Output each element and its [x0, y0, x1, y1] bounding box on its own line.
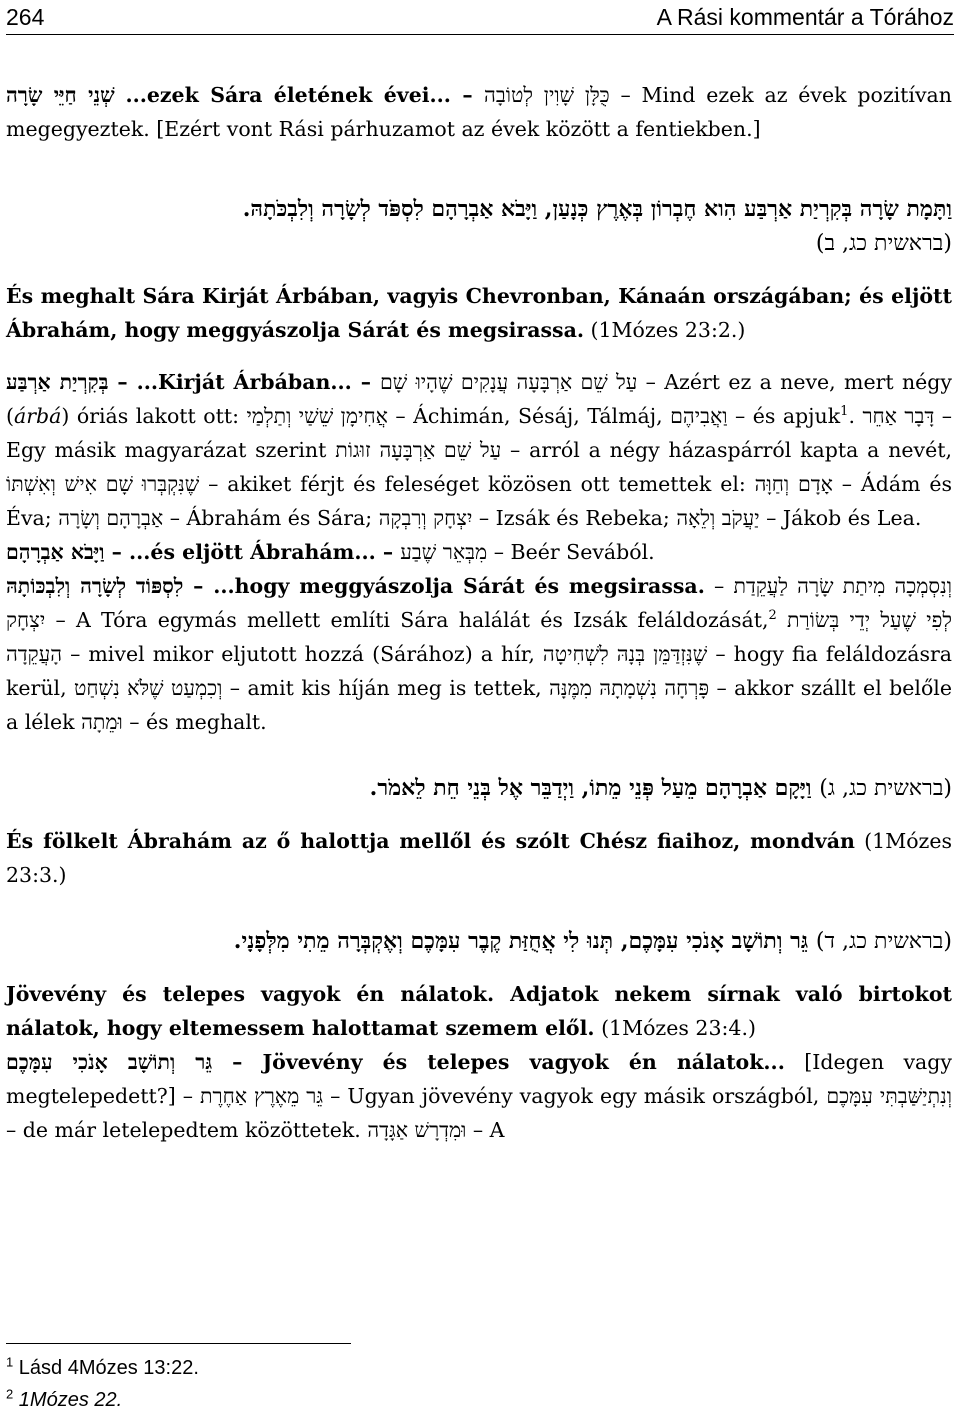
commentary-paragraph: בְּקִרְיַת אַרְבַּע – ...Kirját Árbában... – עַל שֵׁם אַרְבָּעָה עֲנָקִים שֶׁהָיוּ שָׁם – Azért ez a neve, mert négy (árbá) óriás lakott ott: אֲחִימָן שֵׁשַׁי וְתַלְמַי – Áchimán, Sésáj, Tálmáj, וַאֲבִיהֶם – és apjuk$^1$. דָּבָר אַחֵר – Egy másik magyarázat szerint עַל שֵׁם אַרְבָּעָה זוּגוֹת – arról a négy házaspárról kapta a nevét, שֶׁנִּקְבְּרוּ שָׁם אִישׁ וְאִשְׁתּוֹ – akiket férjt és feleséget közösen ott temettek el: אָדָם וְחַוָּה – Ádám és Éva; אַבְרָהָם וְשָׂרָה – Ábrahám és Sára; יִצְחָק וְרִבְקָה – Izsák és Rebeka; יַעֲקֹב וְלֵאָה – Jákob és Lea. — [6, 370, 953, 530]
lemma-translation: – ...hogy meggyászolja Sárát és megsirassa. — [183, 574, 705, 598]
running-header — [6, 0, 954, 35]
verse-reference: (בראשית כג, ג) — [819, 776, 952, 801]
lemma-translation: – ...és eljött Ábrahám... – — [104, 540, 401, 564]
footnote-divider — [6, 1343, 351, 1344]
hebrew-lemma: בְּקִרְיַת אַרְבַּע — [6, 370, 109, 394]
page-number: 264 — [6, 3, 45, 30]
footnote-marker[interactable]: 1 — [840, 404, 849, 420]
footnote-marker[interactable]: 2 — [768, 608, 777, 624]
lemma-translation: ...ezek Sára életének évei... – — [125, 83, 485, 107]
verse-hebrew: וַיָּקָם אַבְרָהָם מֵעַל פְּנֵי מֵתוֹ, וַיְדַבֵּר אֶל בְּנֵי חֵת לֵאמֹר. (בראשית כג, ג) — [369, 775, 952, 801]
verse-hebrew: גֵּר וְתוֹשָׁב אָנֹכִי עִמָּכֶם, תְּנוּ לִי אֲחֻזַּת קֶבֶר עִמָּכֶם וְאֶקְבְּרָה מֵתִי מִלְּפָנָי. (בראשית כג, ד) — [233, 928, 952, 954]
footnote-2: $^2$ 1Mózes 22. — [6, 1386, 123, 1411]
commentary-paragraph: גֵּר וְתוֹשָׁב אָנֹכִי עִמָּכֶם – Jövevény és telepes vagyok én nálatok... [Idegen vagy megtelepedett?] – גֵּר מֵאֶרֶץ אַחֶרֶת – Ugyan jövevény vagyok egy másik országból, וְנִתְיַשַּׁבְתִּי עִמָּכֶם – de már letelepedtem közöttetek. וּמִדְרָשׁ אַגָּדָה – A — [6, 1050, 952, 1142]
verse-translation: És fölkelt Ábrahám az ő halottja mellől és szólt Chész fiaihoz, mondván (1Mózes 23:3.) — [6, 829, 952, 887]
verse-reference: (בראשית כג, ד) — [815, 929, 952, 954]
commentary-paragraph: לִסְפּוֹד לְשָׂרָה וְלִבְכּוֹתָהּ – ...hogy meggyászolja Sárát és megsirassa. – וְנִסְמְכָה מִיתַת שָׂרָה לַעֲקֵדַת יִצְחָק – A Tóra egymás mellett említi Sára halálát és Izsák feláldozását,$^2$ לְפִי שֶׁעַל יְדֵי בְּשׂוֹרַת הָעֲקֵדָה – mivel mikor eljutott hozzá (Sárához) a hír, שֶׁנִּזְדַּמֵּן בְּנָהּ לִשְׁחִיטָה – hogy fia feláldozásra kerül, וְכִמְעַט שֶׁלֹּא נִשְׁחַט – amit kis híján meg is tettek, פָּרְחָה נִשְׁמָתָהּ מִמֶּנָּה – akkor szállt el belőle a lélek וּמֵתָה – és meghalt. — [6, 574, 953, 734]
verse-source: (1Mózes 23:4.) — [594, 1016, 756, 1040]
verse-hebrew: וַתָּמָת שָׂרָה בְּקִרְיַת אַרְבַּע הִוא חֶבְרוֹן בְּאֶרֶץ כְּנָעַן, וַיָּבֹא אַבְרָהָם לִסְפֹּד לְשָׂרָה וְלִבְכֹּתָהּ. — [242, 196, 952, 222]
verse-translation: És meghalt Sára Kirját Árbában, vagyis Chevronban, Kánaán országában; és eljött Ábrahám, hogy meggyászolja Sárát és megsirassa. (1Mózes 23:2.) — [6, 284, 952, 342]
footnotes — [6, 1352, 954, 1416]
commentary-paragraph: וַיָּבֹא אַבְרָהָם – ...és eljött Ábrahám... – מִבְּאֵר שֶׁבַע – Beér Sevából. — [6, 540, 655, 564]
lemma-translation: – ...Kirját Árbában... – — [108, 370, 380, 394]
commentary-text: – Mind ezek az évek pozitívan megegyeztek. [Ezért vont Rási párhuzamot az évek között a fentiekben.] — [6, 83, 952, 141]
verse-source: (1Mózes 23:2.) — [584, 318, 746, 342]
footnote-1: $^1$ Lásd 4Mózes 13:22. — [6, 1354, 199, 1379]
verse-translation: Jövevény és telepes vagyok én nálatok. Adjatok nekem sírnak való birtokot nálatok, hogy eltemessem halottamat szemem elől. (1Mózes 23:4.) — [6, 982, 952, 1040]
running-title: A Rási kommentár a Tórához — [656, 3, 954, 30]
hebrew-phrase: כֻּלָּן שָׁוִין לְטוֹבָה — [484, 83, 610, 107]
commentary-paragraph — [6, 78, 952, 146]
verse-reference: (בראשית כג, ב) — [815, 231, 952, 256]
verse-source: (1Mózes 23:3.) — [6, 829, 952, 887]
main-text — [6, 78, 952, 1147]
hebrew-lemma: וַיָּבֹא אַבְרָהָם — [6, 540, 105, 564]
hebrew-lemma: לִסְפּוֹד לְשָׂרָה וְלִבְכּוֹתָהּ — [6, 574, 184, 598]
lemma-translation: – Jövevény és telepes vagyok én nálatok... — [212, 1050, 785, 1074]
hebrew-lemma: גֵּר וְתוֹשָׁב אָנֹכִי עִמָּכֶם — [6, 1050, 213, 1074]
hebrew-lemma: שְׁנֵי חַיֵּי שָׂרָה — [6, 83, 115, 107]
